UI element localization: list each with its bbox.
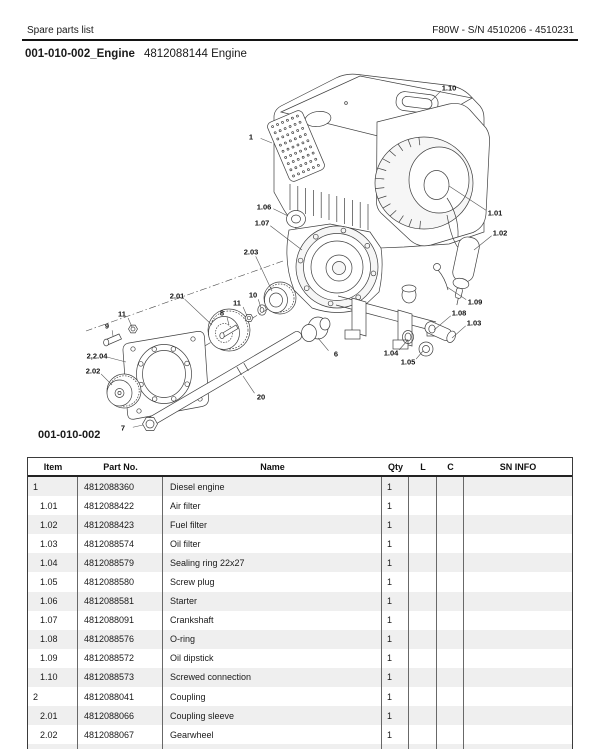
diagram-callout: 1.01 (487, 208, 503, 218)
diagram-callout: 11 (233, 298, 241, 308)
table-header-cell: SN INFO (499, 461, 537, 472)
table-cell (437, 553, 464, 572)
table-cell: 1.07 (28, 611, 78, 630)
table-row (28, 515, 572, 534)
table-cell (464, 496, 572, 515)
table-cell: 1 (382, 592, 409, 611)
screw-plug (419, 342, 433, 356)
table-cell: 1.08 (28, 630, 78, 649)
table-cell (464, 572, 572, 591)
table-cell (437, 706, 464, 725)
table-cell: 1 (382, 553, 409, 572)
diagram-callout: 1.05 (400, 357, 416, 367)
table-cell: Oil dipstick (163, 649, 382, 668)
table-cell (163, 744, 382, 749)
table-cell: 4812088580 (78, 572, 163, 591)
table-cell: O-ring (163, 630, 382, 649)
table-row (28, 611, 572, 630)
table-cell: Sealing ring 22x27 (163, 553, 382, 572)
table-cell (437, 515, 464, 534)
table-row (28, 668, 572, 687)
table-cell (409, 477, 437, 496)
table-header-cell: Item (43, 461, 63, 472)
table-cell (464, 744, 572, 749)
table-header-cell: L (420, 461, 426, 472)
table-cell: 1.05 (28, 572, 78, 591)
table-row (28, 649, 572, 668)
table-cell: 1 (382, 706, 409, 725)
header-right: F80W - S/N 4510206 - 4510231 (432, 25, 574, 36)
table-cell (409, 611, 437, 630)
table-row (28, 687, 572, 706)
diagram-callout: 2.03 (243, 247, 259, 257)
table-cell (409, 553, 437, 572)
table-cell (409, 687, 437, 706)
table-header-cell: Qty (387, 461, 403, 472)
table-cell: 4812088422 (78, 496, 163, 515)
title-section: 001-010-002_Engine (25, 48, 135, 60)
diagram-callout: 20 (256, 392, 266, 402)
diagram-callout: 1.07 (254, 218, 270, 228)
table-cell (464, 477, 572, 496)
figure-label: 001-010-002 (38, 429, 101, 441)
table-cell: Coupling (163, 687, 382, 706)
table-cell (437, 744, 464, 749)
table-cell (437, 649, 464, 668)
table-cell: 4812088423 (78, 515, 163, 534)
table-cell (78, 744, 163, 749)
table-header-cell: C (447, 461, 454, 472)
table-cell (409, 668, 437, 687)
nut-7 (143, 418, 158, 431)
table-cell: 1.06 (28, 592, 78, 611)
table-row (28, 477, 572, 496)
table-cell: 2 (28, 687, 78, 706)
table-row (28, 496, 572, 515)
diagram-callout: 11 (118, 309, 126, 319)
table-cell (464, 611, 572, 630)
table-cell: 1.10 (28, 668, 78, 687)
table-body (28, 477, 572, 749)
table-cell (464, 706, 572, 725)
table-cell (464, 553, 572, 572)
table-cell (409, 706, 437, 725)
table-row-partial (28, 744, 572, 749)
table-cell: 1 (382, 496, 409, 515)
table-cell: Screwed connection (163, 668, 382, 687)
oil-dipstick (434, 264, 449, 291)
diagram-callout: 1.06 (256, 202, 272, 212)
table-cell (437, 572, 464, 591)
diagram-callout: 1.02 (492, 228, 508, 238)
diagram-callout: 10 (248, 290, 258, 300)
table-cell: 4812088572 (78, 649, 163, 668)
table-cell (464, 668, 572, 687)
table-cell (409, 725, 437, 744)
table-cell: 1 (382, 572, 409, 591)
diagram-callout: 1.03 (466, 318, 482, 328)
table-cell: 1 (382, 611, 409, 630)
table-row (28, 572, 572, 591)
table-cell: 4812088579 (78, 553, 163, 572)
diagram-callout: 2.02 (85, 366, 101, 376)
diagram-callout: 8 (219, 308, 225, 318)
table-cell (464, 725, 572, 744)
diagram-callout: 1.09 (467, 297, 483, 307)
table-cell: 1 (382, 687, 409, 706)
diagram-callout: 9 (104, 321, 110, 331)
table-cell: 4812088574 (78, 534, 163, 553)
table-cell: 4812088067 (78, 725, 163, 744)
engine-diagram (0, 62, 600, 434)
table-cell (437, 725, 464, 744)
diagram-callout: 1 (248, 132, 254, 142)
table-cell: 1.03 (28, 534, 78, 553)
table-row (28, 725, 572, 744)
table-cell: 1.01 (28, 496, 78, 515)
table-cell: Crankshaft (163, 611, 382, 630)
table-header-cell: Name (260, 461, 285, 472)
diagram-callout: 1.04 (383, 348, 399, 358)
coupling-part-6 (302, 317, 331, 342)
title-part: 4812088144 Engine (143, 48, 247, 60)
gearwheel (107, 374, 141, 408)
table-cell (464, 515, 572, 534)
table-cell (409, 592, 437, 611)
table-cell: 4812088573 (78, 668, 163, 687)
table-cell (464, 534, 572, 553)
table-header (28, 458, 572, 477)
parts-table (27, 457, 573, 749)
table-cell (437, 611, 464, 630)
table-cell (464, 649, 572, 668)
table-cell: Starter (163, 592, 382, 611)
table-cell: 4812088576 (78, 630, 163, 649)
table-cell: 1 (382, 534, 409, 553)
table-cell (464, 630, 572, 649)
diagram-callout: 1.08 (451, 308, 467, 318)
table-cell: Diesel engine (163, 477, 382, 496)
table-cell (409, 744, 437, 749)
header-left: Spare parts list (27, 25, 94, 36)
flywheel (287, 224, 382, 313)
table-cell: Coupling sleeve (163, 706, 382, 725)
table-cell: 4812088091 (78, 611, 163, 630)
coupling-ring (264, 282, 296, 314)
page-title (25, 48, 247, 60)
coupling-flange (123, 331, 209, 419)
table-cell (409, 649, 437, 668)
table-cell (409, 515, 437, 534)
table-cell (464, 592, 572, 611)
diagram-callout: 2,2.04 (86, 351, 108, 361)
table-cell: 4812088581 (78, 592, 163, 611)
table-cell (437, 592, 464, 611)
table-cell (437, 668, 464, 687)
table-cell: 2.02 (28, 725, 78, 744)
table-cell: 2.01 (28, 706, 78, 725)
table-row (28, 534, 572, 553)
table-cell: 1 (382, 725, 409, 744)
table-cell: Screw plug (163, 572, 382, 591)
starter (287, 211, 306, 228)
header-rule (22, 39, 578, 41)
table-cell: 1 (382, 649, 409, 668)
table-cell: 1 (382, 630, 409, 649)
table-cell: Oil filter (163, 534, 382, 553)
table-cell (382, 744, 409, 749)
table-cell: 4812088066 (78, 706, 163, 725)
table-cell: 1 (28, 477, 78, 496)
table-cell: 4812088360 (78, 477, 163, 496)
table-cell: 4812088041 (78, 687, 163, 706)
table-cell (437, 496, 464, 515)
table-row (28, 630, 572, 649)
table-cell (464, 687, 572, 706)
table-cell (409, 572, 437, 591)
table-cell (409, 630, 437, 649)
table-cell (409, 496, 437, 515)
table-row (28, 592, 572, 611)
diagram-callout: 2.01 (169, 291, 185, 301)
table-cell (437, 534, 464, 553)
table-cell: 1 (382, 515, 409, 534)
diagram-callout: 7 (120, 423, 126, 433)
table-cell: Air filter (163, 496, 382, 515)
table-cell: Fuel filter (163, 515, 382, 534)
table-cell (437, 477, 464, 496)
table-cell (437, 687, 464, 706)
table-cell: 1 (382, 668, 409, 687)
table-cell: 1 (382, 477, 409, 496)
table-cell (28, 744, 78, 749)
table-row (28, 706, 572, 725)
table-cell: 1.09 (28, 649, 78, 668)
table-cell: 1.04 (28, 553, 78, 572)
diagram-callout: 1.10 (441, 83, 457, 93)
table-header-cell: Part No. (103, 461, 138, 472)
table-cell: 1.02 (28, 515, 78, 534)
table-cell: Gearwheel (163, 725, 382, 744)
table-cell (437, 630, 464, 649)
diagram-callout: 6 (333, 349, 339, 359)
table-row (28, 553, 572, 572)
table-cell (409, 534, 437, 553)
